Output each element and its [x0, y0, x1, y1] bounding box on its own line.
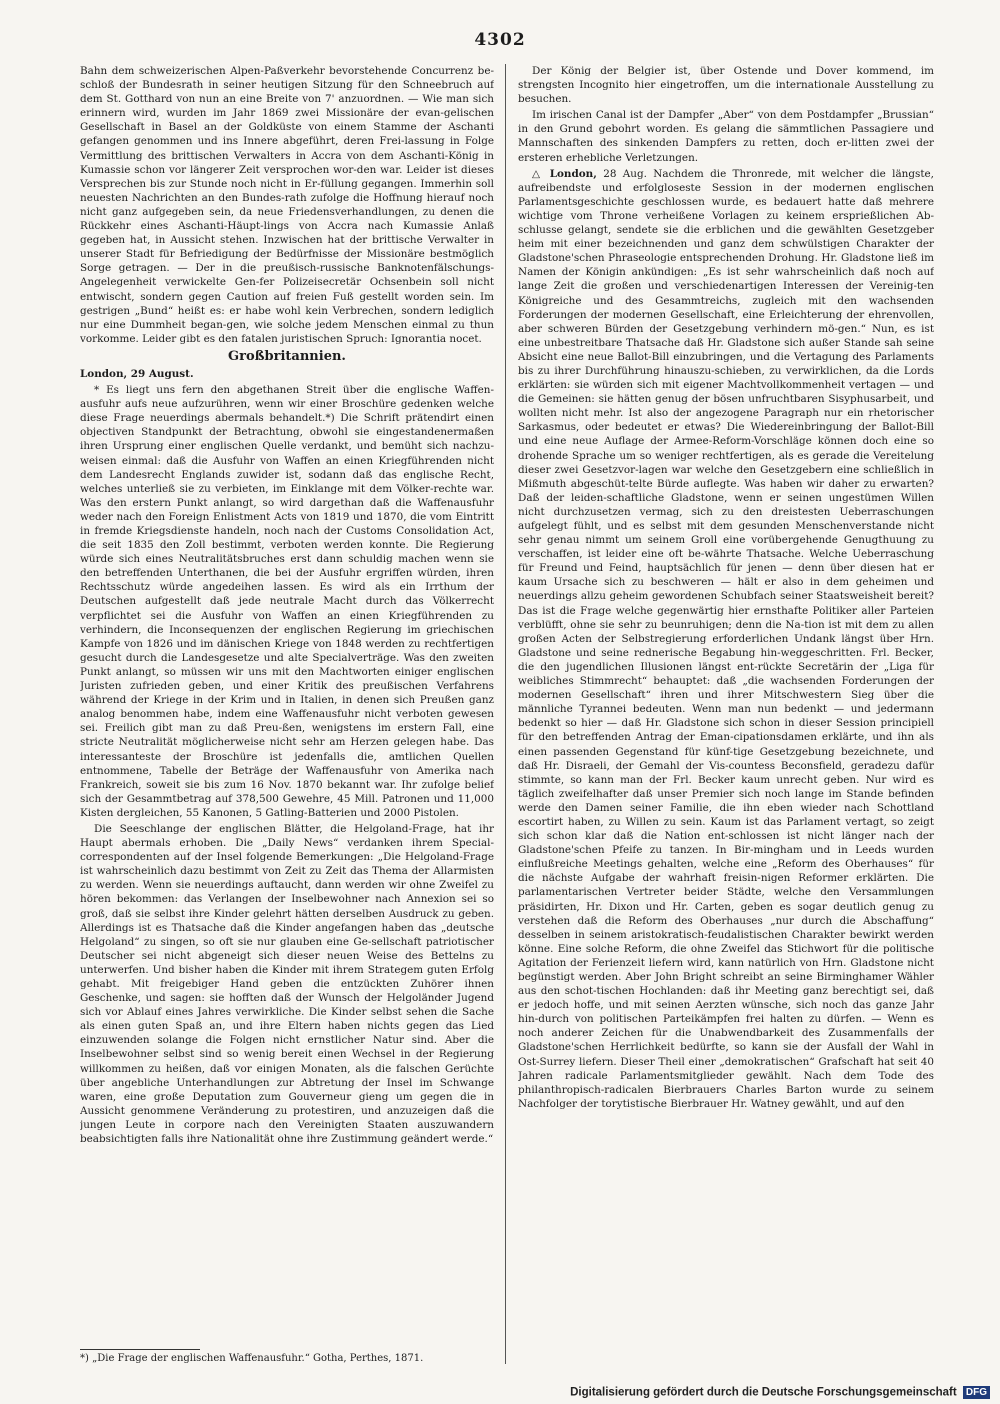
- credit-text: Digitalisierung gefördert durch die Deutsche Forschungsgemeinschaft: [570, 1386, 957, 1399]
- dateline-london-29: London, 29 August.: [80, 367, 194, 380]
- article-helgoland: Die Seeschlange der englischen Blätter, die Helgoland-Frage, hat ihr Haupt abermals erhoben. Die „Daily News“ verdanken ihrem Special-correspondenten auf der Insel folgende Bemerkungen: „Die Helgoland-Frage ist wahrscheinlich dazu bestimmt von Zeit zu Zeit das Thema der Allarmisten zu werden. Wenn sie neuerdings auftaucht, dann werden wir ohne Zweifel zu hören bekommen: das Verlangen der Inselbewohner nach Annexion sei so groß, daß sie selbst ihre Kinder gelehrt hätten derselben Ausdruck zu geben. Allerdings ist es Thatsache daß die Kinder angefangen haben das „deutsche Helgoland“ zu singen, so oft sie nur glauben eine Ge-sellschaft patriotischer Deutscher sei nicht abgeneigt sich dieser neuen Weise des Bettelns zu unterwerfen. Und bisher haben die Kinder mit ihrem Strategem guten Erfolg gehabt. Mit freigebiger Hand geben die entzückten Zuhörer ihnen Geschenke, und sagen: sie hofften daß der Wunsch der Helgoländer Jugend sich vor Ablauf eines Jahres verwirkliche. Die Kinder selbst sehen die Sache als einen guten Spaß an, und ihre Eltern haben nichts gegen das Lied einzuwenden solange die Folgen nicht ernstlicher Natur sind. Aber die Inselbewohner selbst sind so wenig bereit einen Wechsel in der Regierung willkommen zu heißen, daß vor einigen Monaten, als die falschen Gerüchte über angebliche Unterhandlungen zur Abtretung der Insel im Schwange waren, eine große Deputation zum Gouverneur gieng um gegen die in Aussicht genommene Veränderung zu protestiren, und anzuzeigen daß die jungen Leute in corpore nach den Vereinigten Staaten auszuwandern beabsichtigten falls ihre Nationalität ohne ihre Zustimmung geändert werde.“: [80, 822, 494, 1146]
- column-divider: [505, 64, 506, 1364]
- section-heading: Großbritannien.: [228, 348, 346, 364]
- left-column: [80, 64, 494, 1349]
- dateline-london-28: △ London,: [532, 167, 597, 180]
- page-number: 4302: [474, 30, 526, 50]
- digitization-credit: [560, 1386, 990, 1399]
- footnote-divider: [80, 1349, 200, 1350]
- article-parliament-text: Nachdem die Thronrede, mit welcher die längste, aufreibendste und erfolgloseste Session in der modernen englischen Parlamentsgeschichte geschlossen wurde, es bedauert hatte daß mehrere wichtige vom Throne verheißene Vorlagen zu keinem ersprießlichen Ab-schlusse gelangt, sendete sie die erblichen und die gewählten Gesetzgeber heim mit einer bezeichnenden und ganz dem schwülstigen Charakter der Gladstone'schen Phraseologie entsprechenden Drohung. Hr. Gladstone ließ im Namen der Königin ankündigen: „Es ist sehr wahrscheinlich daß noch auf lange Zeit die großen und verschiedenartigen Interessen der Vereinig-ten Königreiche und des Gesammtreichs, zugleich mit den wachsenden Forderungen der modernen Gesellschaft, eine Erleichterung der ehrenvollen, aber schweren Bürden der Gesetzgebung verhindern mö-gen.“ Nun, es ist eine unbestreitbare Thatsache daß Hr. Gladstone sich außer Stande sah seine Absicht eine neue Ballot-Bill einzubringen, und die Vertagung des Parlaments bis zu ihrer Durchführung hinauszu-schieben, zu verwirklichen, da die Lords erklärten: sie würden sich mit eigener Machtvollkommenheit vertagen — und die Gemeinen: sie hätten genug der bösen unfruchtbaren Sisyphusarbeit, und wollten nicht mehr. Ist also der angezogene Paragraph nur ein rhetorischer Sarkasmus, oder bedeutet er etwas? Die Wiedereinbringung der Ballot-Bill und eine neue Auflage der Armee-Reform-Vorschläge können doch eine so drohende Sprache um so weniger rechtfertigen, als es gerade die Vereitelung dieser zwei Gesetzvor-lagen war welche den Gesetzgebern eine schließlich in Mißmuth abgeschüt-telte Bürde auflegte. Was haben wir daher zu erwarten? Daß der leiden-schaftliche Gladstone, wenn er seinen ungestümen Willen nicht durchzusetzen vermag, sich zu den dreistesten Ueberraschungen aufgelegt fühlt, und es selbst mit dem gesunden Menschenverstande nicht sehr genau nimmt um seinem Groll eine vorübergehende Genugthuung zu verschaffen, ist leider eine oft be-währte Thatsache. Welche Ueberraschung für Freund und Feind, hauptsächlich für jenen — denn über diesen hat er kaum Ursache sich zu beschweren — hält er also in dem geheimen und neuerdings allzu geheim gewordenen Schubfach seiner Staatsweisheit bereit? Das ist die Frage welche gegenwärtig hier ernsthafte Politiker aller Parteien verblüfft, ohne sie sehr zu beunruhigen; denn die Na-tion ist mit dem zu allen großen Acten der Selbstregierung erforderlichen Undank längst über Hrn. Gladstone und seine rednerische Begabung hin-weggeschritten. Frl. Becker, die den jugendlichen Illusionen längst ent-rückte Secretärin der „Liga für weibliches Stimmrecht“ behauptet: daß „die wachsenden Forderungen der modernen Gesellschaft“ ihren und ihrer Mitschwestern Sieg über die männliche Tyrannei bedeuten. Wenn man nun bedenkt — und jedermann bedenkt so hier — daß Hr. Gladstone sich schon in dieser Session principiell für den betreffenden Antrag der Eman-cipationsdamen erklärte, und ihn als einen passenden Gegenstand für künf-tige Gesetzgebung bezeichnete, und daß Hr. Disraeli, der Gemahl der Vis-countess Beconsfield, geradezu dafür stimmte, so kann man der Frl. Becker kaum unrecht geben. Nur wird es täglich zweifelhafter daß unser Premier sich noch lange im Stande befinden werde den Damen seiner Familie, die ihn eben wieder nach Schottland escortirt haben, zu Willen zu sein. Kaum ist das Parlament vertagt, so zeigt sich schon klar daß die Nation ent-schlossen ist nicht länger nach der Gladstone'schen Pfeife zu tanzen. In Bir-mingham und in Leeds wurden einflußreiche Meetings gehalten, welche eine „Reform des Oberhauses“ für die nächste Aufgabe der wahrhaft freisin-nigen Reformer erklärten. Die parlamentarischen Vertreter beider Städte, welche den Versammlungen präsidirten, Hr. Dixon und Hr. Carten, geben es sogar deutlich genug zu verstehen daß die Reform des Oberhauses „nur durch die Abschaffung“ desselben in seinem aristokratisch-feudalistischen Charakter bewirkt werden könne. Eine solche Reform, die ohne Zweifel das Stichwort für die politische Agitation der Ferienzeit liefern wird, kann natürlich von Hrn. Gladstone nicht begünstigt werden. Aber John Bright schreibt an seine Birminghamer Wähler aus den schot-tischen Hochlanden: daß ihr Meeting ganz berechtigt sei, daß er jedoch hoffe, und mit seinen Aerzten wünsche, sich noch das ganze Jahr hin-durch von politischen Parteikämpfen frei halten zu dürfen. — Wenn es noch anderer Zeichen für die Unabwendbarkeit des Zusammenfalls der Gladstone'schen Herrlichkeit bedürfte, so kann sie der Ausfall der Wahl in Ost-Surrey liefern. Dieser Theil einer „demokratischen“ Grafschaft hat seit 40 Jahren radicale Parlamentsmitglieder gewählt. Nach dem Tode des philanthropisch-radicalen Bierbrauers Charles Barton wurde zu seinem Nachfolger der torytistische Bierbrauer Hr. Watney gewählt, und auf den: [518, 167, 934, 1110]
- article-belgian-king: Der König der Belgier ist, über Ostende und Dover kommend, im strengsten Incognito hier eingetroffen, um die internationale Ausstellung zu besuchen.: [518, 65, 934, 106]
- article-irish-canal: Im irischen Canal ist der Dampfer „Aber“ von dem Postdampfer „Brussian“ in den Grund gebohrt worden. Es gelang die sämmtlichen Passagiere und Mannschaften des sinkenden Dampfers zu retten, doch er-litten zwei der ersteren erhebliche Verletzungen.: [518, 109, 934, 164]
- article-weapons-export: * Es liegt uns fern den abgethanen Streit über die englische Waffen-ausfuhr aufs neue aufzurühren, wenn wir einer Broschüre gedenken welche diese Frage neuerdings abermals behandelt.*) Die Schrift prätendirt einen objectiven Standpunkt der Betrachtung, obwohl sie eingestandenermaßen ihren Ursprung einer englischen Quelle verdankt, und bemüht sich nachzu-weisen einmal: daß die Ausfuhr von Waffen an einen Kriegführenden nicht dem Landesrecht Englands zuwider ist, sodann daß das englische Recht, welches unterließ sie zu verbieten, im Einklange mit dem Völker-rechte war. Was den erstern Punkt anlangt, so wird dargethan daß die Waffenausfuhr weder nach den Foreign Enlistment Acts von 1819 und 1870, die vom Eintritt in fremde Kriegsdienste handeln, noch nach der Customs Consolidation Act, die seit 1835 den Zoll bestimmt, verboten werden konnte. Die Regierung würde sich eines Neutralitätsbruches erst dann schuldig machen wenn sie den betreffenden Unterthanen, die bei der Ausfuhr ergriffen würden, ihren Rechtsschutz würde angedeihen lassen. Es wird als ein Irrthum der Deutschen aufgestellt daß jede neutrale Macht durch das Völkerrecht verpflichtet sei die Ausfuhr von Waffen an einen Kriegführenden zu verhindern, die Inconsequenzen der englischen Regierung im griechischen Kampfe von 1826 und im dänischen Kriege von 1848 werden zu rechtfertigen gesucht durch die Landesgesetze und alte Specialverträge. Was den zweiten Punkt anlangt, so müssen wir uns mit den Machtworten einiger englischen Juristen zufrieden geben, und einer Kritik des preußischen Verfahrens während der Kriege in der Krim und in Italien, in denen sich Preußen ganz analog benommen habe, indem eine Waffenausfuhr nicht verboten gewesen sei. Freilich gibt man zu daß Preu-ßen, wenigstens im erstern Fall, eine stricte Neutralität möglicherweise nicht sehr am Herzen gelegen habe. Das interessanteste der Broschüre ist jedenfalls die, amtlichen Quellen entnommene, Tabelle der Beträge der Waffenausfuhr von Amerika nach Frankreich, soweit sie bis zum 16 Nov. 1870 bekannt war. Ihr zufolge belief sich der Gesammtbetrag auf 378,500 Gewehre, 45 Mill. Patronen und 11,000 Kisten dergleichen, 55 Kanonen, 5 Gatling-Batterien und 2000 Pistolen.: [80, 384, 494, 819]
- dateline-date: 28 Aug.: [603, 167, 647, 180]
- dfg-logo: DFG: [963, 1386, 990, 1399]
- article-london-28: [518, 167, 934, 1111]
- right-column: [518, 64, 934, 1354]
- footnote: *) „Die Frage der englischen Waffenausfuhr.“ Gotha, Perthes, 1871.: [80, 1353, 424, 1364]
- article-swiss-news: Bahn dem schweizerischen Alpen-Paßverkehr bevorstehende Concurrenz be-schloß der Bundesrath in seiner heutigen Sitzung für den Schneebruch auf dem St. Gotthard von nun an eine Breite von 7' anzuordnen. — Wie man sich erinnern wird, wurden im Jahr 1869 zwei Missionäre der evan-gelischen Gesellschaft in Basel an der Goldküste von einem Stamme der Aschanti gefangen genommen und ins Innere abgeführt, deren Frei-lassung in Folge Vermittlung des brittischen Verwalters in Accra von dem Aschanti-König in Kumassie schon vor längerer Zeit versprochen wor-den war. Leider ist dieses Versprechen bis zur Stunde noch nicht in Er-füllung gegangen. Immerhin soll neuesten Nachrichten an den Bundes-rath zufolge die Hoffnung hierauf noch nicht ganz aufgegeben sein, da neue Friedensverhandlungen, zu denen die Rückkehr eines Aschanti-Häupt-lings von Accra nach Kumassie Anlaß gegeben hat, in Aussicht stehen. Inzwischen hat der brittische Verwalter in unserer Stadt für Befriedigung der Bedürfnisse der Missionäre bestmöglich Sorge getragen. — Der in die preußisch-russische Banknotenfälschungs-Angelegenheit verwickelte Gen-fer Polizeisecretär Ochsenbein soll nicht entwischt, sondern gegen Caution auf freien Fuß gestellt worden sein. Im gestrigen „Bund“ heißt es: er habe wohl kein Verbrechen, sondern lediglich nur eine Dummheit began-gen, wie solche jedem Menschen einmal zu thun vorkomme. Leider gibt es den fatalen juristischen Spruch: Ignorantia nocet.: [80, 65, 494, 345]
